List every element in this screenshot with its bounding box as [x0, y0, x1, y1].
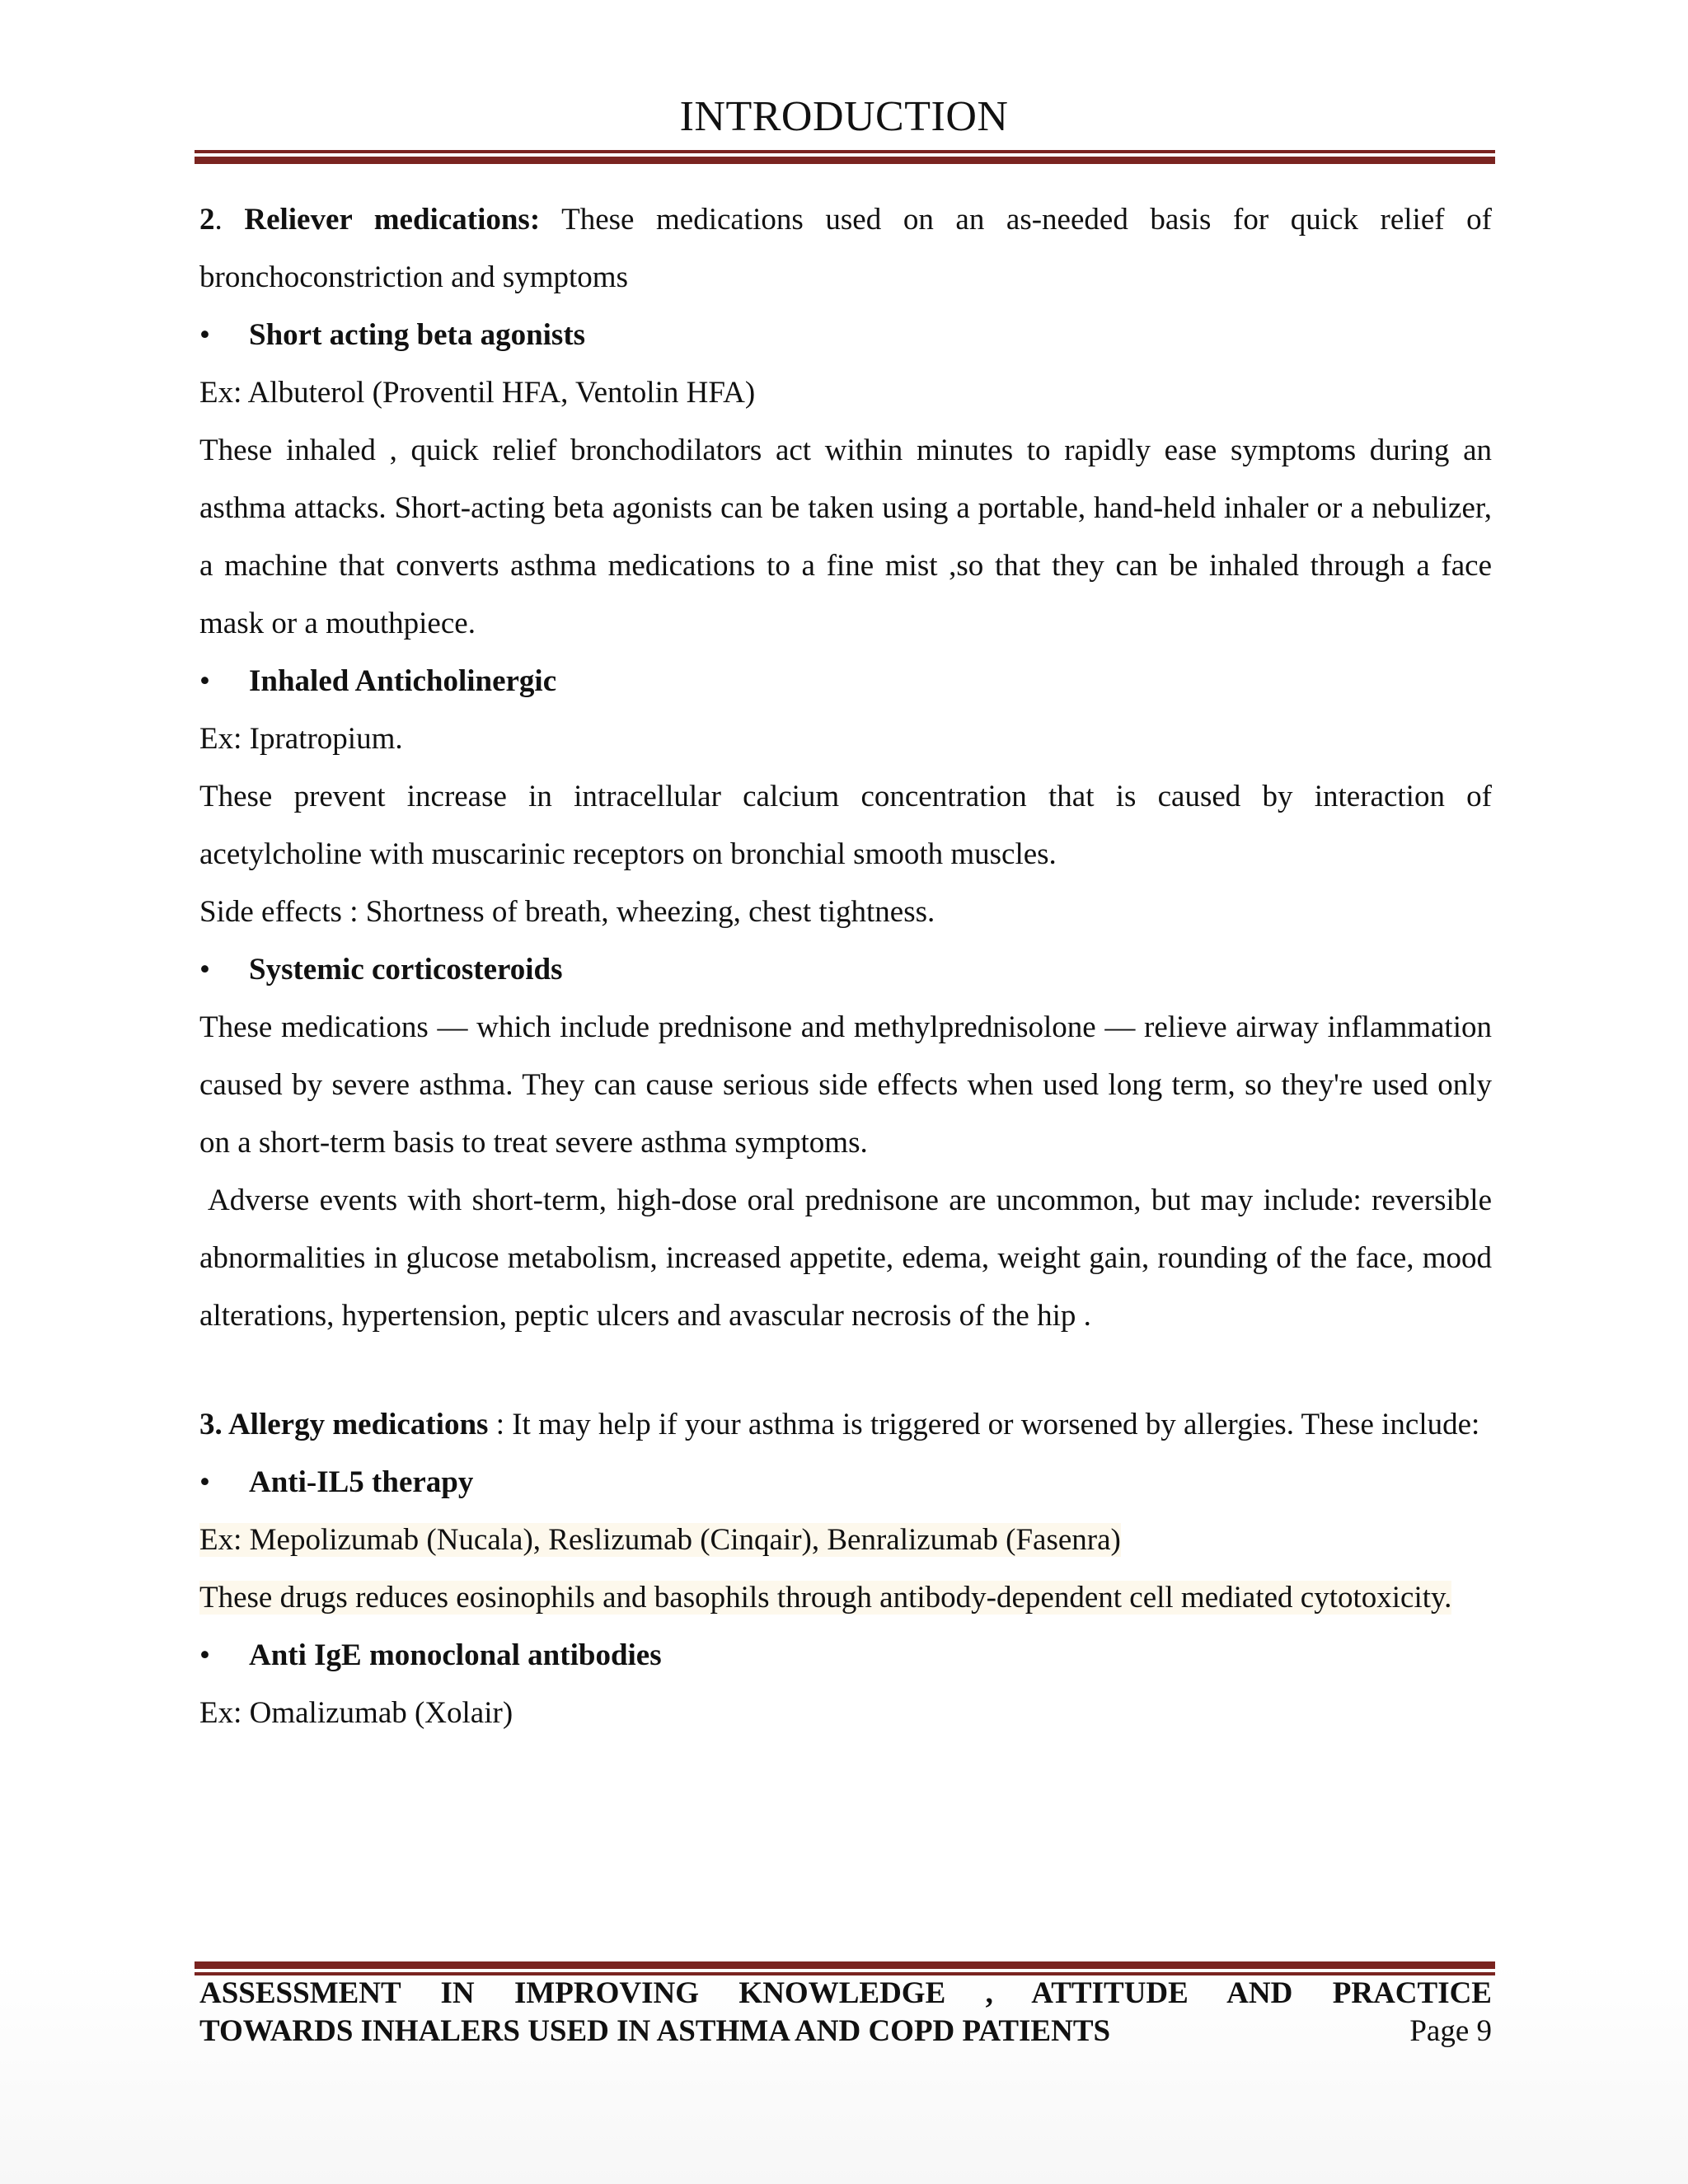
section-2-intro-line2: bronchoconstriction and symptoms [199, 260, 628, 294]
anti-ige-title: Anti IgE monoclonal antibodies [249, 1638, 662, 1672]
section-2-heading: Reliever medications: [244, 203, 541, 237]
corticosteroids-title: Systemic corticosteroids [249, 953, 563, 987]
section-2-intro: 2. Reliever medications: These medications used on an as-needed basis for quick relief of [199, 203, 1492, 237]
anti-il5-text: These drugs reduces eosinophils and basophils through antibody-dependent cell mediated cytotoxicity. [199, 1581, 1452, 1615]
saba-example: Ex: Albuterol (Proventil HFA, Ventolin HFA) [199, 376, 756, 410]
section-spacer [199, 1345, 1492, 1396]
footer-line-1 [199, 1975, 1492, 2013]
section-3-intro [199, 1396, 1492, 1454]
page-title: INTRODUCTION [679, 93, 1009, 140]
anticholinergic-example: Ex: Ipratropium. [199, 722, 403, 756]
bullet-anti-ige [199, 1627, 1492, 1685]
footer-title-line1: ASSESSMENT IN IMPROVING KNOWLEDGE , ATTITUDE AND PRACTICE [199, 1976, 1492, 2010]
bullet-saba [199, 307, 1492, 364]
bullet-icon: • [199, 664, 210, 698]
section-3-heading: 3. Allergy medications [199, 1408, 489, 1441]
bullet-icon: • [199, 318, 210, 352]
bullet-icon: • [199, 1465, 210, 1499]
anti-ige-example: Ex: Omalizumab (Xolair) [199, 1696, 513, 1730]
footer-line-2 [199, 2013, 1492, 2050]
anticholinergic-title: Inhaled Anticholinergic [249, 664, 557, 698]
header-rule [195, 150, 1495, 164]
bullet-anti-il5 [199, 1454, 1492, 1511]
anti-il5-title: Anti-IL5 therapy [249, 1465, 474, 1499]
footer-title-line2: TOWARDS INHALERS USED IN ASTHMA AND COPD PATIENTS [199, 2014, 1111, 2048]
section-2-intro-line1: These medications used on an as-needed basis for quick relief of [561, 203, 1492, 237]
anticholinergic-text: These prevent increase in intracellular calcium concentration that is caused by interaction of acetylcholine with muscarinic receptors on bronchial smooth muscles. [199, 780, 1492, 871]
bullet-corticosteroids [199, 941, 1492, 999]
anticholinergic-side-effects: Side effects : Shortness of breath, wheezing, chest tightness. [199, 895, 935, 929]
corticosteroids-adverse: Adverse events with short-term, high-dose oral prednisone are uncommon, but may include: reversible abnormalities in glucose metabolism, increased appetite, edema, weight gain, rounding of the face, mood alterations, hypertension, peptic ulcers and avascular necrosis of the hip . [199, 1183, 1492, 1333]
bullet-icon: • [199, 953, 210, 987]
page-body [199, 191, 1492, 1742]
bullet-icon: • [199, 1638, 210, 1672]
section-2-number: 2 [199, 203, 215, 237]
bullet-anticholinergic [199, 653, 1492, 710]
corticosteroids-text: These medications — which include prednisone and methylprednisolone — relieve airway inflammation caused by severe asthma. They can cause serious side effects when used long term, so they're used only on a short-term basis to treat severe asthma symptoms. [199, 1010, 1492, 1160]
anti-il5-example: Ex: Mepolizumab (Nucala), Reslizumab (Cinqair), Benralizumab (Fasenra) [199, 1523, 1121, 1557]
footer-rule [195, 1961, 1495, 1975]
saba-title: Short acting beta agonists [249, 318, 586, 352]
page-number: Page 9 [1409, 2014, 1492, 2048]
section-3-intro-text: : It may help if your asthma is triggered or worsened by allergies. These include: [495, 1408, 1480, 1441]
page-footer [199, 1975, 1492, 2050]
saba-text: These inhaled , quick relief bronchodilators act within minutes to rapidly ease symptoms during an asthma attacks. Short-acting beta agonists can be taken using a portable, hand-held inhaler or a nebulizer, a machine that converts asthma medications to a fine mist ,so that they can be inhaled through a face mask or a mouthpiece. [199, 434, 1492, 640]
